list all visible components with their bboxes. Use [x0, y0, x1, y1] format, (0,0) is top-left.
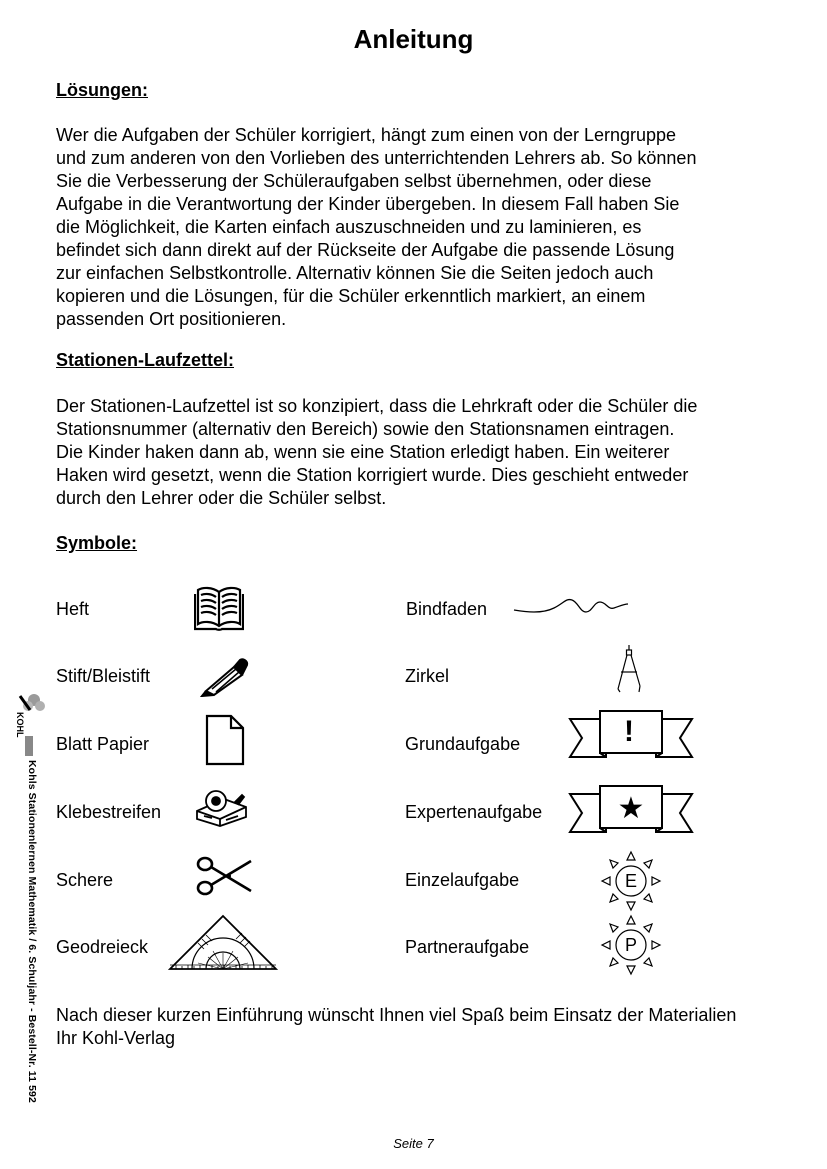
symbol-label-blatt: Blatt Papier	[56, 734, 150, 754]
text-line: Sie die Verbesserung der Schüleraufgaben selbst übernehmen, oder diese	[56, 171, 652, 191]
symbol-label-bindfaden: Bindfaden	[406, 599, 488, 619]
text-line: kopieren und die Lösungen, für die Schüler erkenntlich markiert, an einem	[56, 286, 646, 306]
text-line: Wer die Aufgaben der Schüler korrigiert, hängt zum einen von der Lerngruppe	[56, 125, 677, 145]
symbol-label-grundaufgabe: Grundaufgabe	[405, 734, 521, 754]
closing-signature: Ihr Kohl-Verlag	[56, 1028, 176, 1048]
scissors-icon	[195, 855, 253, 897]
pen-icon	[200, 655, 252, 697]
text-line: Stationsnummer (alternativ den Bereich) sowie den Stationsnamen eintragen.	[56, 419, 675, 439]
tape-dispenser-icon	[194, 789, 248, 827]
text-line: Die Kinder haken dann ab, wenn sie eine Station erledigt haben. Ein weiterer	[56, 442, 670, 462]
text-line: die Möglichkeit, die Karten einfach auszuschneiden und zu laminieren, es	[56, 217, 642, 237]
symbol-label-einzelaufgabe: Einzelaufgabe	[405, 870, 520, 890]
string-icon	[512, 594, 630, 622]
banner-mark-star: ★	[617, 792, 645, 825]
heading-laufzettel: Stationen-Laufzettel:	[56, 350, 234, 370]
symbol-label-expertenaufgabe: Expertenaufgabe	[405, 802, 543, 822]
compass-icon	[614, 644, 644, 694]
sun-mark-e: E	[624, 871, 637, 891]
symbol-label-stift: Stift/Bleistift	[56, 666, 151, 686]
kohl-logo-text: KOHL	[15, 712, 25, 738]
symbol-label-heft: Heft	[56, 599, 90, 619]
book-icon	[194, 584, 244, 632]
set-square-icon	[168, 913, 278, 971]
text-line: passenden Ort positionieren.	[56, 309, 287, 329]
text-line: zur einfachen Selbstkontrolle. Alternativ können Sie die Seiten jedoch auch	[56, 263, 654, 283]
text-line: und zum anderen von den Vorlieben des unterrichtenden Lehrers ab. So können	[56, 148, 697, 168]
page-number: Seite 7	[393, 1136, 434, 1151]
heading-symbole: Symbole:	[56, 533, 138, 553]
symbol-label-zirkel: Zirkel	[405, 666, 449, 686]
paragraph-laufzettel	[56, 395, 796, 510]
text-line: befindet sich dann direkt auf der Rückseite der Aufgabe die passende Lösung	[56, 240, 675, 260]
heading-loesungen: Lösungen:	[56, 80, 148, 100]
sidebar-vertical-text: Kohls Stationenlernen Mathematik / 6. Schuljahr - Bestell-Nr. 11 592	[26, 760, 38, 1103]
banner-mark-exclamation: !	[624, 715, 634, 748]
page-title: Anleitung	[353, 24, 474, 54]
paragraph-loesungen	[56, 124, 796, 331]
closing-line: Nach dieser kurzen Einführung wünscht Ihnen viel Spaß beim Einsatz der Materialien	[56, 1005, 737, 1025]
symbol-label-geodreieck: Geodreieck	[56, 937, 149, 957]
sun-mark-p: P	[624, 935, 637, 955]
closing-text	[56, 1004, 816, 1050]
paper-sheet-icon	[205, 714, 245, 766]
text-line: Der Stationen-Laufzettel ist so konzipiert, dass die Lehrkraft oder die Schüler die	[56, 396, 698, 416]
text-line: Haken wird gesetzt, wenn die Station korrigiert wurde. Dies geschieht entweder	[56, 465, 689, 485]
text-line: durch den Lehrer oder die Schüler selbst.	[56, 488, 387, 508]
text-line: Aufgabe in die Verantwortung der Kinder übergeben. In diesem Fall haben Sie	[56, 194, 680, 214]
symbol-label-partneraufgabe: Partneraufgabe	[405, 937, 530, 957]
symbol-label-schere: Schere	[56, 870, 114, 890]
symbol-label-klebestreifen: Klebestreifen	[56, 802, 162, 822]
